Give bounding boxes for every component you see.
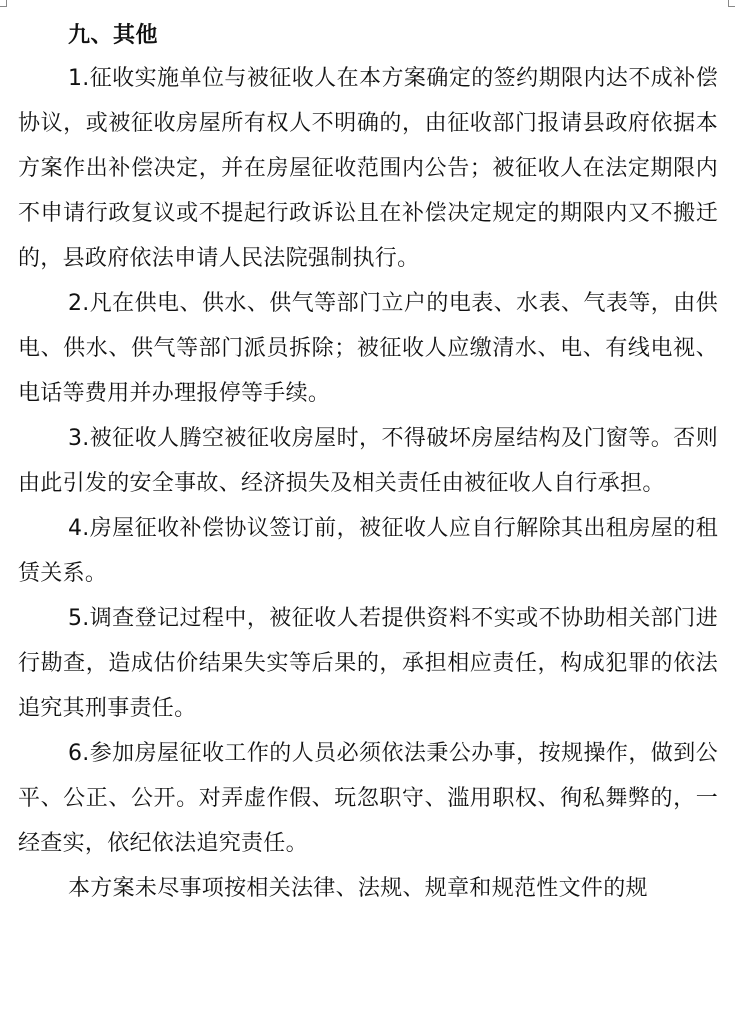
paragraph-5: 5.调查登记过程中，被征收人若提供资料不实或不协助相关部门进行勘查，造成估价结果失实等后果的，承担相应责任，构成犯罪的依法追究其刑事责任。 (18, 606, 718, 721)
page-corner-mark-right (728, 0, 735, 7)
paragraph-6: 6.参加房屋征收工作的人员必须依法秉公办事，按规操作，做到公平、公正、公开。对弄虚作假、玩忽职守、滥用职权、徇私舞弊的，一经查实，依纪依法追究责任。 (18, 741, 718, 856)
paragraph-7: 本方案未尽事项按相关法律、法规、规章和规范性文件的规 (68, 876, 648, 901)
paragraph-3: 3.被征收人腾空被征收房屋时，不得破坏房屋结构及门窗等。否则由此引发的安全事故、经济损失及相关责任由被征收人自行承担。 (18, 426, 718, 496)
paragraph-4: 4.房屋征收补偿协议签订前，被征收人应自行解除其出租房屋的租赁关系。 (18, 516, 718, 586)
section-heading: 九、其他 (68, 23, 159, 48)
paragraph-1: 1.征收实施单位与被征收人在本方案确定的签约期限内达不成补偿协议，或被征收房屋所有权人不明确的，由征收部门报请县政府依据本方案作出补偿决定，并在房屋征收范围内公告；被征收人在法定期限内不申请行政复议或不提起行政诉讼且在补偿决定规定的期限内又不搬迁的，县政府依法申请人民法院强制执行。 (18, 66, 718, 271)
page-corner-mark-left (0, 0, 7, 7)
document-page (18, 16, 718, 911)
paragraph-2: 2.凡在供电、供水、供气等部门立户的电表、水表、气表等，由供电、供水、供气等部门派员拆除；被征收人应缴清水、电、有线电视、电话等费用并办理报停等手续。 (18, 291, 718, 406)
